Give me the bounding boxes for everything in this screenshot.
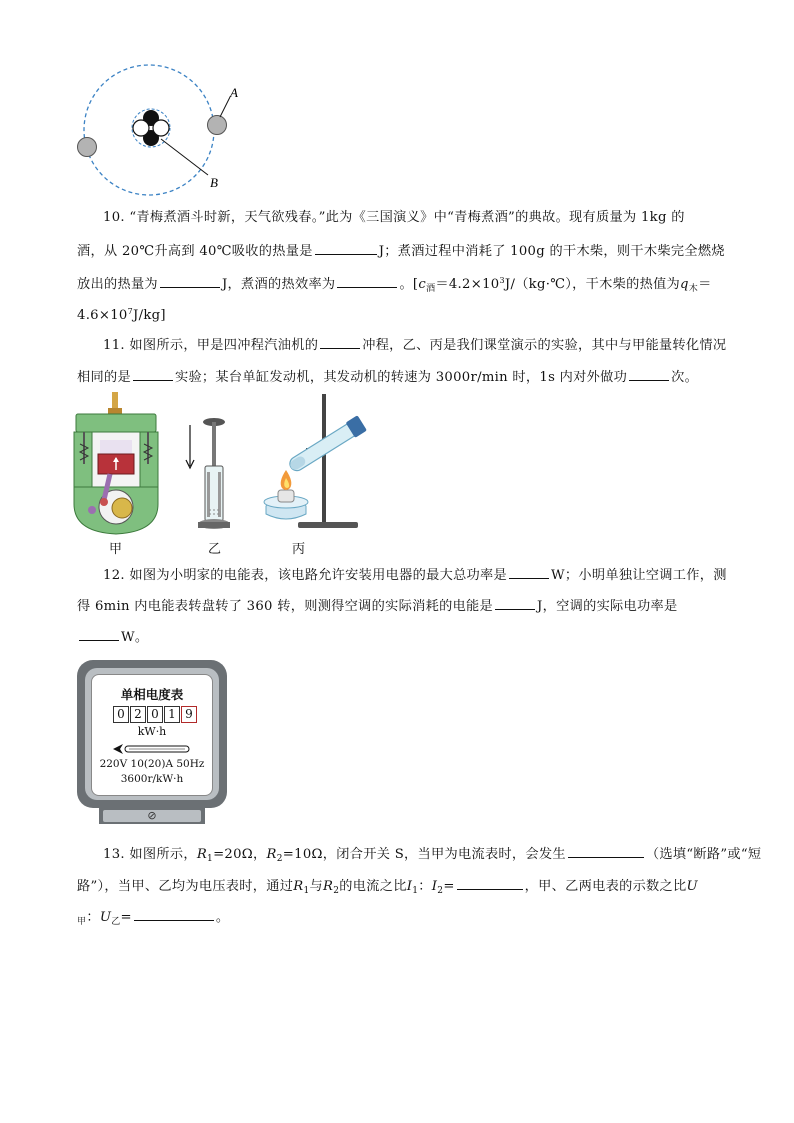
pump-illustration	[182, 410, 242, 535]
engine-illustration	[70, 392, 162, 537]
test-tube-illustration	[258, 394, 378, 534]
q13-line2: 路”），当甲、乙均为电压表时，通过$R_1$与$R_2$的电流之比$I_1$：$I_2=$ ，甲、乙两电表的示数之比U	[77, 875, 698, 901]
q13-blank-2[interactable]	[457, 875, 523, 890]
meter-digit: 0	[113, 706, 129, 723]
q10-blank-2[interactable]	[160, 273, 220, 288]
caption-jia: 甲	[109, 542, 123, 557]
meter-spec-2: 3600r/kW·h	[120, 773, 184, 785]
q10-line2: 酒，从 20℃升高到 40℃吸收的热量是 J；煮酒过程中消耗了 100g 的干木柴，则干木柴完全燃烧	[77, 240, 725, 262]
q12-number: 12.	[103, 568, 125, 583]
q11-line2: 相同的是 实验；某台单缸发动机，其发动机的转速为 3000r/min 时，1s 内对外做功 次。	[77, 366, 698, 388]
q10-blank-3[interactable]	[337, 273, 397, 288]
q11-blank-3[interactable]	[629, 366, 669, 381]
q10-line3: 放出的热量为 J，煮酒的热效率为 。[$c_酒=4.2\times 10^3J/(kg\cdot℃)$，干木柴的热值为$q_木=$	[77, 271, 712, 299]
q12-line2: 得 6min 内电能表转盘转了 360 转，则测得空调的实际消耗的电能是 J，空调的实际电功率是	[77, 595, 678, 617]
q13-line3: $_甲$：$U_乙=$ 。	[77, 906, 229, 932]
q13-blank-3[interactable]	[134, 906, 214, 921]
q12-line3: W。	[77, 626, 148, 648]
meter-digit-decimal: 9	[181, 706, 197, 723]
q13-number: 13.	[103, 847, 125, 862]
q12-blank-3[interactable]	[79, 626, 119, 641]
meter-spec-1: 220V 10(20)A 50Hz	[99, 758, 205, 770]
meter-digit: 1	[164, 706, 180, 723]
meter-base-icon: ⊘	[147, 809, 157, 822]
q11-number: 11.	[103, 338, 125, 353]
meter-digit: 2	[130, 706, 146, 723]
q10-blank-1[interactable]	[315, 240, 377, 255]
meter-disc-indicator	[111, 742, 193, 756]
q10-line1: 10. “青梅煮酒斗时新，天气欲残春。”此为《三国演义》中“青梅煮酒”的典故。现有质量为 1kg 的	[103, 210, 685, 225]
q11-blank-2[interactable]	[133, 366, 173, 381]
meter-digits	[113, 706, 197, 722]
q11-blank-1[interactable]	[320, 334, 360, 349]
meter-title: 单相电度表	[120, 687, 184, 702]
meter-digit: 0	[147, 706, 163, 723]
meter-base	[103, 810, 201, 822]
caption-yi: 乙	[208, 542, 222, 557]
q13-line1: 13. 如图所示，$R_1=20\Omega$，$R_2=10\Omega$，闭合开关 S，当甲为电流表时，会发生 （选填“断路”或“短	[103, 843, 761, 869]
atom-diagram	[70, 55, 260, 200]
q13-blank-1[interactable]	[568, 843, 644, 858]
q12-line1: 12. 如图为小明家的电能表，该电路允许安装用电器的最大总功率是 W；小明单独让空调工作，测	[103, 564, 727, 586]
q10-number: 10.	[103, 210, 125, 225]
q11-line1: 11. 如图所示，甲是四冲程汽油机的 冲程，乙、丙是我们课堂演示的实验，其中与甲能量转化情况	[103, 334, 726, 356]
q12-blank-2[interactable]	[495, 595, 535, 610]
electric-meter	[77, 660, 227, 826]
label-a: A	[230, 85, 238, 100]
electron-a	[208, 116, 227, 135]
meter-unit: kW·h	[137, 725, 167, 738]
electron-left	[78, 138, 97, 157]
label-b: B	[210, 175, 218, 190]
q12-blank-1[interactable]	[509, 564, 549, 579]
q10-line4: $4.6\times 10^7J/kg$]	[77, 307, 166, 323]
caption-bing: 丙	[292, 542, 306, 557]
